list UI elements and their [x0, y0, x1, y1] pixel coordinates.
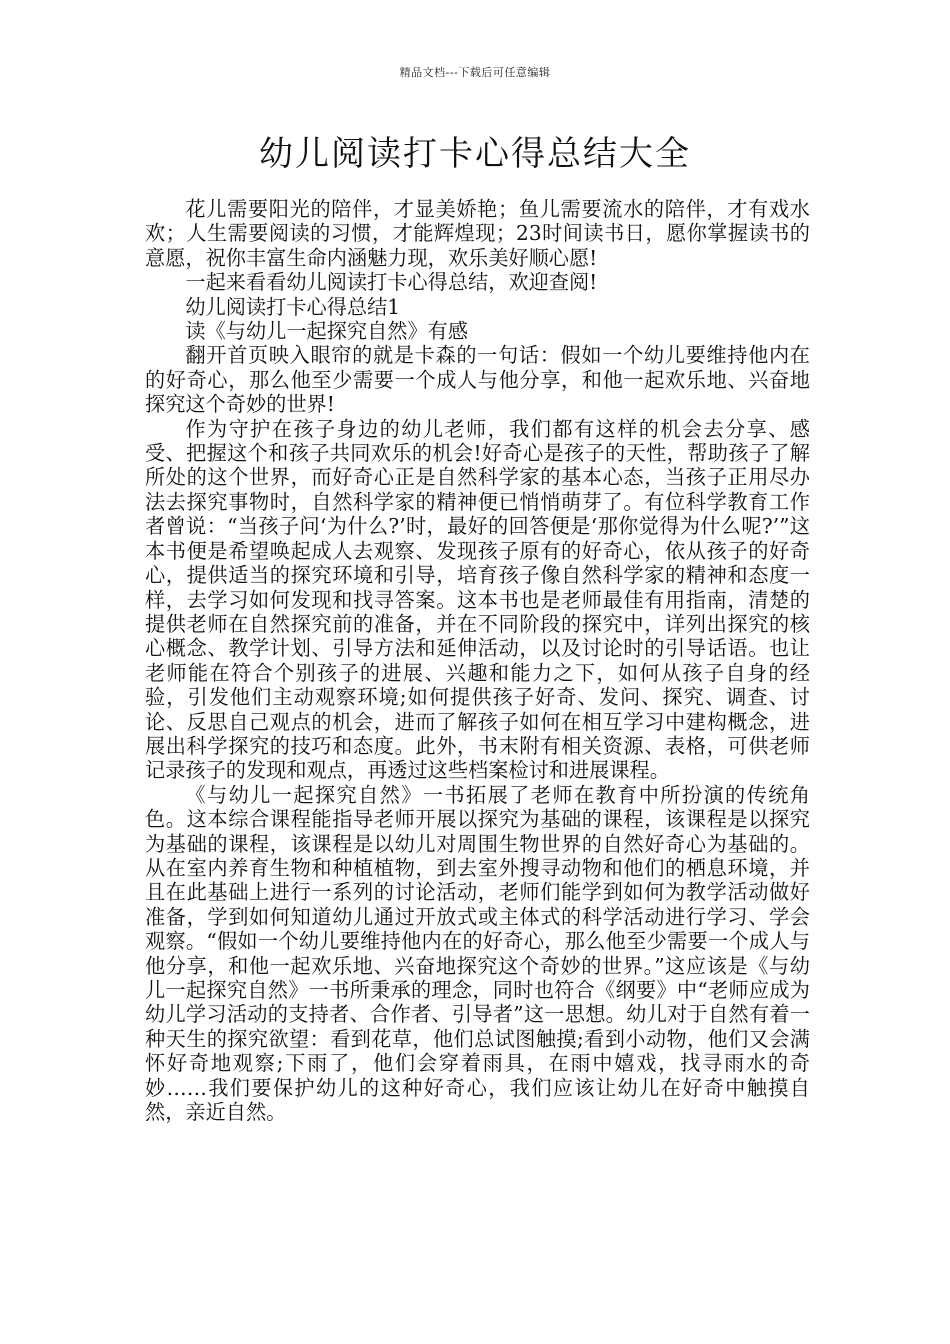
- section-heading: 幼儿阅读打卡心得总结1: [185, 294, 401, 319]
- paragraph-quote: 翻开首页映入眼帘的就是卡森的一句话：假如一个幼儿要维持他内在的好奇心，那么他至少需要一个成人与他分享，和他一起欢乐地、兴奋地探究这个奇妙的世界!: [145, 343, 810, 417]
- paragraph-teacher-role: 作为守护在孩子身边的幼儿老师，我们都有这样的机会去分享、感受、把握这个和孩子共同欢乐的机会!好奇心是孩子的天性，帮助孩子了解所处的这个世界，而好奇心正是自然科学家的基本心态，当孩子正用尽办法去探究事物时，自然科学家的精神便已悄悄萌芽了。有位科学教育工作者曾说：“当孩子问‘为什么?’时，最好的回答便是‘那你觉得为什么呢?’”这本书便是希望唤起成人去观察、发现孩子原有的好奇心，依从孩子的好奇心，提供适当的探究环境和引导，培育孩子像自然科学家的精神和态度一样，去学习如何发现和找寻答案。这本书也是老师最佳有用指南，清楚的提供老师在自然探究前的准备，并在不同阶段的探究中，详列出探究的核心概念、教学计划、引导方法和延伸活动，以及讨论时的引导话语。也让老师能在符合个别孩子的进展、兴趣和能力之下，如何从孩子自身的经验，引发他们主动观察环境;如何提供孩子好奇、发问、探究、调查、讨论、反思自己观点的机会，进而了解孩子如何在相互学习中建构概念，进展出科学探究的技巧和态度。此外，书末附有相关资源、表格，可供老师记录孩子的发现和观点，再透过这些档案检讨和进展课程。: [145, 416, 810, 783]
- header-note: 精品文档---下载后可任意编辑: [399, 66, 551, 79]
- paragraph-intro: 花儿需要阳光的陪伴，才显美娇艳；鱼儿需要流水的陪伴，才有戏水欢；人生需要阅读的习惯，才能辉煌现；23时间读书日，愿你掌握读书的意愿，祝你丰富生命内涵魅力现，欢乐美好顺心愿!: [145, 197, 810, 270]
- document-title: 幼儿阅读打卡心得总结大全: [259, 134, 691, 174]
- document-body: [145, 197, 810, 1124]
- paragraph-book-summary: 《与幼儿一起探究自然》一书拓展了老师在教育中所扮演的传统角色。这本综合课程能指导老师开展以探究为基础的课程，该课程是以探究为基础的课程，该课程是以幼儿对周围生物世界的自然好奇心为基础的。从在室内养育生物和种植植物，到去室外搜寻动物和他们的栖息环境，并且在此基础上进行一系列的讨论活动，老师们能学到如何为教学活动做好准备，学到如何知道幼儿通过开放式或主体式的科学活动进行学习、学会观察。“假如一个幼儿要维持他内在的好奇心，那么他至少需要一个成人与他分享，和他一起欢乐地、兴奋地探究这个奇妙的世界。”这应该是《与幼儿一起探究自然》一书所秉承的理念，同时也符合《纲要》中“老师应成为幼儿学习活动的支持者、合作者、引导者”这一思想。幼儿对于自然有着一种天生的探究欲望：看到花草，他们总试图触摸;看到小动物，他们又会满怀好奇地观察;下雨了，他们会穿着雨具，在雨中嬉戏，找寻雨水的奇妙……我们要保护幼儿的这种好奇心，我们应该让幼儿在好奇中触摸自然，亲近自然。: [145, 782, 810, 1125]
- essay-title: 读《与幼儿一起探究自然》有感: [185, 319, 469, 344]
- paragraph-welcome: 一起来看看幼儿阅读打卡心得总结，欢迎查阅!: [185, 270, 598, 295]
